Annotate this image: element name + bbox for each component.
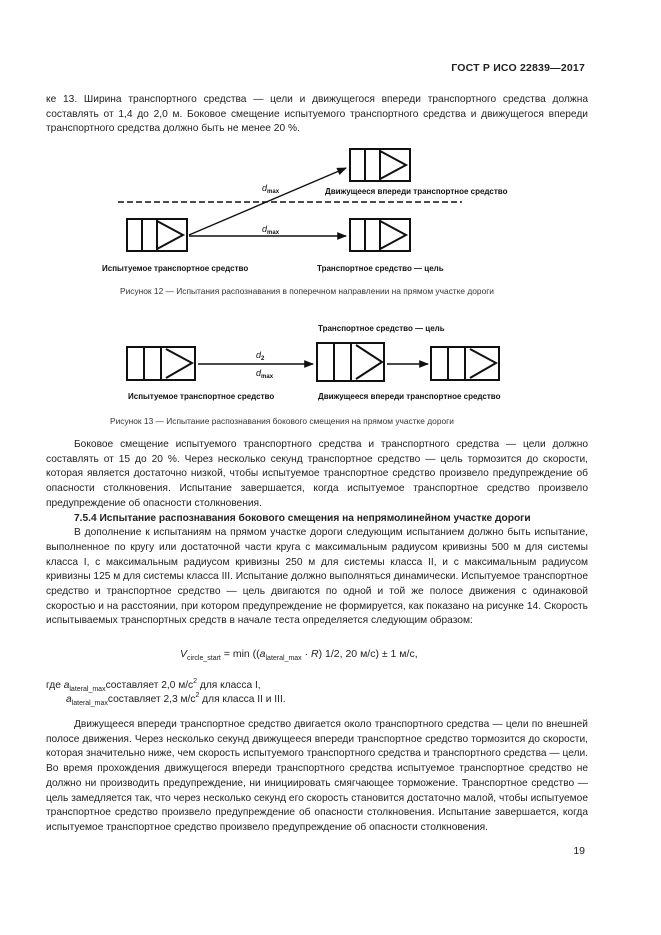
subject-vehicle-icon — [127, 347, 195, 380]
definition-line-2: $a_{lateral\_max}составляет$ 2,3 $м/с^2$ для класса II и III. — [66, 692, 286, 707]
figure-12-caption: Рисунок 12 — Испытания распознавания в поперечном направлении на прямом участке дороги — [120, 286, 494, 296]
final-paragraph — [46, 718, 588, 836]
label-target-vehicle-top: Транспортное средство — цель — [318, 324, 445, 333]
figure-13-caption: Рисунок 13 — Испытание распознавания бокового смещения на прямом участке дороги — [110, 416, 454, 426]
figure-13-diagram — [0, 310, 661, 410]
label-subject-vehicle: Испытуемое транспортное средство — [102, 264, 249, 273]
label-target-vehicle: Транспортное средство — цель — [317, 264, 444, 273]
document-header: ГОСТ Р ИСО 22839—2017 — [451, 62, 585, 74]
target-vehicle-icon — [350, 219, 410, 251]
label-leading-vehicle: Движущееся впереди транспортное средство — [318, 392, 501, 401]
page-number: 19 — [573, 845, 585, 857]
curve-test-text: В дополнение к испытаниям на прямом участке дороги следующим испытанием должно быть испытание, выполненное по кругу или достаточной части круга с максимальным радиусом кривизны 500 м для системы класса I, с максимальным радиусом кривизны 250 м для системы класса II, и с максимальным радиусом кривизны 125 м для системы класса III. Испытание должно выполняться динамически. Испытуемое транспортное средство и транспортное средство — цель двигаются по одной и той же полосе движения с одинаковой скоростью и на расстоянии, при котором предупреждение не формируется, как показано на рисунке 14. Скорость испытываемых транспортных средств в начале теста определяется следующим образом: — [46, 527, 588, 627]
final-text: Движущееся впереди транспортное средство двигается около транспортного средства — цели по внешней полосе движения. Через несколько секунд движущееся впереди транспортное средство тормозится до скорости, которая значительно ниже, чем скорость испытуемого транспортного средства и транспортного средства — цели. Во время прохождения движущегося впереди транспортного средства испытуемое транспортное средство не должно ни производить предупреждение, ни инициировать смягчающее торможение. Транспортное средство — цель замедляется так, что через несколько секунд его скорость становится достаточно малой, чтобы испытуемое транспортное средство произвело предупреждение об опасности столкновения. Испытание завершается, когда испытуемое транспортное средство произвело предупреждение об опасности столкновения. — [46, 719, 588, 833]
subject-vehicle-icon — [127, 219, 187, 251]
leading-vehicle-icon — [431, 347, 499, 380]
leading-vehicle-icon — [350, 149, 410, 181]
d2-label: $d_2$ — [256, 350, 265, 362]
label-leading-vehicle: Движущееся впереди транспортное средство — [325, 187, 508, 196]
lateral-offset-paragraph — [46, 438, 588, 629]
lateral-offset-text: Боковое смещение испытуемого транспортного средства и транспортного средства — цели должно составлять от 15 до 20 %. Через несколько секунд транспортное средство — цель тормозится до скорости, которая является достаточно низкой, чтобы испытуемое транспортное средство произвело предупреждение об опасности столкновения. Испытание завершается, когда испытуемое транспортное средство произвело предупреждение об опасности столкновения. — [46, 439, 588, 509]
dmax-label-lower: $d_{max}$ — [262, 224, 280, 236]
speed-formula: $V_{circle\_start} = \min ((a_{lateral\_max} \cdot R)$ 1/2, 20 м/с) ± 1 м/с, — [180, 648, 418, 662]
figure-12-diagram — [0, 0, 661, 300]
dmax-label-upper: $d_{max}$ — [262, 183, 280, 195]
label-subject-vehicle: Испытуемое транспортное средство — [128, 392, 275, 401]
intro-text: ке 13. Ширина транспортного средства — цели и движущегося впереди транспортного средства должна составлять от 1,4 до 2,0 м. Боковое смещение испытуемого транспортного средства и движущегося впереди транспортного средства должно быть не менее 20 %. — [46, 94, 588, 135]
definition-line-1: где $a_{lateral\_max}составляет$ 2,0 $м/с^2$ для класса I, — [46, 678, 261, 693]
dmax-label: $d_{max}$ — [256, 368, 274, 380]
target-vehicle-icon — [317, 343, 384, 381]
section-heading: 7.5.4 Испытание распознавания бокового смещения на непрямолинейном участке дороги — [74, 512, 531, 524]
